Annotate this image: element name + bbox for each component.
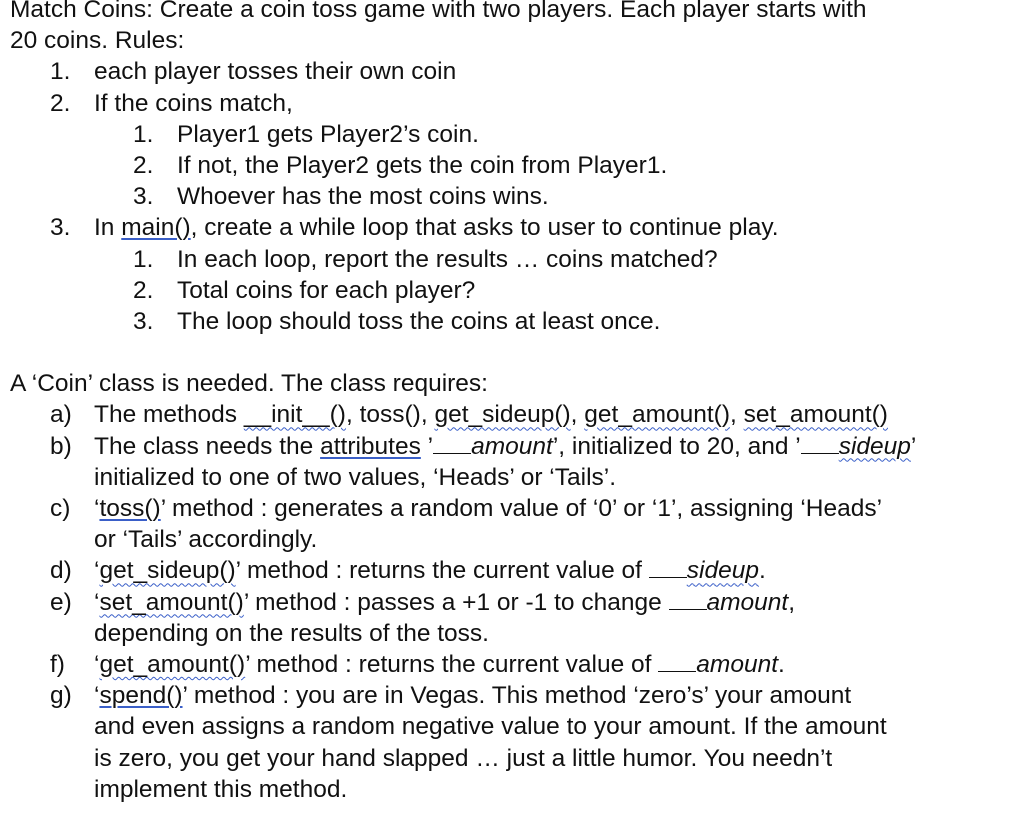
item-a-sep-1: , [570,401,585,429]
item-a-text-mid: , toss(), [345,401,435,429]
item-g [10,680,1018,711]
rule-3-number: 3. [50,214,71,242]
rule-2-sub-1-number: 1. [133,120,154,148]
item-d-label: d) [50,557,72,585]
sideup-variable: sideup [686,557,759,585]
item-c-text: ’ method : generates a random value of ‘0’ or ‘1’, assigning ‘Heads’ [160,495,883,522]
rule-1-text: each player tosses their own coin [94,58,457,86]
item-a-sep-2: , [730,401,744,429]
get-sideup-method-name: get_sideup() [434,401,571,429]
underscore-blank [669,589,707,610]
init-method-name: __init__() [243,401,346,429]
coin-class-heading: A ‘Coin’ class is needed. The class requires: [10,370,488,398]
paragraph-gap [10,337,1018,368]
intro-line-1: Match Coins: Create a coin toss game with two players. Each player starts with [10,0,867,23]
rule-1-number: 1. [50,58,71,86]
rule-2-sub-3-text: Whoever has the most coins wins. [177,183,549,211]
sideup-attribute: sideup [838,432,911,460]
rule-2-number: 2. [50,89,71,117]
item-b-continued: initialized to one of two values, ‘Heads’ or ‘Tails’. [94,463,617,491]
rule-3-sub-3-text: The loop should toss the coins at least once. [177,307,661,335]
item-e [10,587,1018,618]
rule-2-sub-2 [10,150,1018,181]
underscore-blank [433,433,471,454]
set-amount-method-name: set_amount() [99,588,244,616]
item-e-end: , [788,588,796,616]
rule-2-sub-3-number: 3. [133,183,154,211]
rule-2-sub-1-text: Player1 gets Player2’s coin. [177,120,479,148]
rule-2-sub-3 [10,181,1018,212]
rule-2-sub-1 [10,119,1018,150]
intro-line-2: 20 coins. Rules: [10,27,185,55]
item-c-open-quote: ‘ [94,495,100,522]
item-c [10,493,1018,524]
item-g-continued-3: implement this method. [94,775,348,803]
rule-2-sub-2-text: If not, the Player2 gets the coin from Player1. [177,151,668,179]
item-g-open-quote: ‘ [94,682,100,710]
spend-method-name: spend() [99,682,183,710]
item-f-open-quote: ‘ [94,650,100,678]
toss-method-name: toss() [99,495,161,522]
item-e-continued: depending on the results of the toss. [94,619,489,647]
item-f-label: f) [50,650,65,678]
item-e-label: e) [50,588,72,616]
underscore-blank [801,433,839,454]
item-f [10,649,1018,680]
rule-3-sub-2 [10,275,1018,306]
item-c-label: c) [50,495,71,522]
rule-3 [10,212,1018,243]
rule-3-sub-2-text: Total coins for each player? [177,276,476,304]
item-e-text: ’ method : passes a +1 or -1 to change [243,588,669,616]
item-a-text-pre: The methods [94,401,244,429]
get-amount-method-name: get_amount() [584,401,730,429]
rule-3-sub-1 [10,244,1018,275]
item-d-open-quote: ‘ [94,557,100,585]
item-c-continued: or ‘Tails’ accordingly. [94,526,318,554]
set-amount-method-name: set_amount() [743,401,888,429]
item-d-end: . [758,557,766,585]
item-d-text: ’ method : returns the current value of [235,557,649,585]
item-a-label: a) [50,401,72,429]
rule-2-sub-2-number: 2. [133,151,154,179]
amount-attribute: amount [471,432,553,460]
item-b-quote-2: ’ [910,432,917,460]
item-g-continued-1: and even assigns a random negative value to your amount. If the amount [94,713,887,741]
rule-3-sub-1-text: In each loop, report the results … coins matched? [177,245,718,273]
item-g-label: g) [50,682,72,710]
main-function-link[interactable]: main() [121,214,191,242]
item-f-text: ’ method : returns the current value of [245,650,659,678]
amount-variable: amount [696,650,778,678]
rule-3-sub-3 [10,306,1018,337]
underscore-blank [658,651,696,672]
get-sideup-method-name: get_sideup() [99,557,236,585]
rule-3-sub-3-number: 3. [133,307,154,335]
item-g-text: ’ method : you are in Vegas. This method ‘zero’s’ your amount [182,682,852,710]
amount-variable: amount [706,588,789,616]
item-g-continued-2: is zero, you get your hand slapped … just a little humor. You needn’t [94,744,833,772]
item-b-text-pre: The class needs the [94,432,321,460]
rule-3-text-pre: In [94,214,122,242]
item-b-text-mid: ’, initialized to 20, and ’ [552,432,801,460]
rule-1 [10,56,1018,87]
item-a [10,399,1018,430]
underscore-blank [649,557,687,578]
get-amount-method-name: get_amount() [99,650,246,678]
rule-2-text: If the coins match, [94,89,293,117]
item-b-label: b) [50,432,72,460]
rule-2 [10,88,1018,119]
item-e-open-quote: ‘ [94,588,100,616]
rule-3-text-post: , create a while loop that asks to user to continue play. [190,214,779,242]
attributes-link: attributes [320,432,421,460]
item-b [10,431,1018,462]
document-page [10,0,1018,805]
item-f-end: . [778,650,785,678]
rule-3-sub-1-number: 1. [133,245,154,273]
rule-3-sub-2-number: 2. [133,276,154,304]
item-d [10,555,1018,586]
item-b-quote-1: ’ [420,432,434,460]
